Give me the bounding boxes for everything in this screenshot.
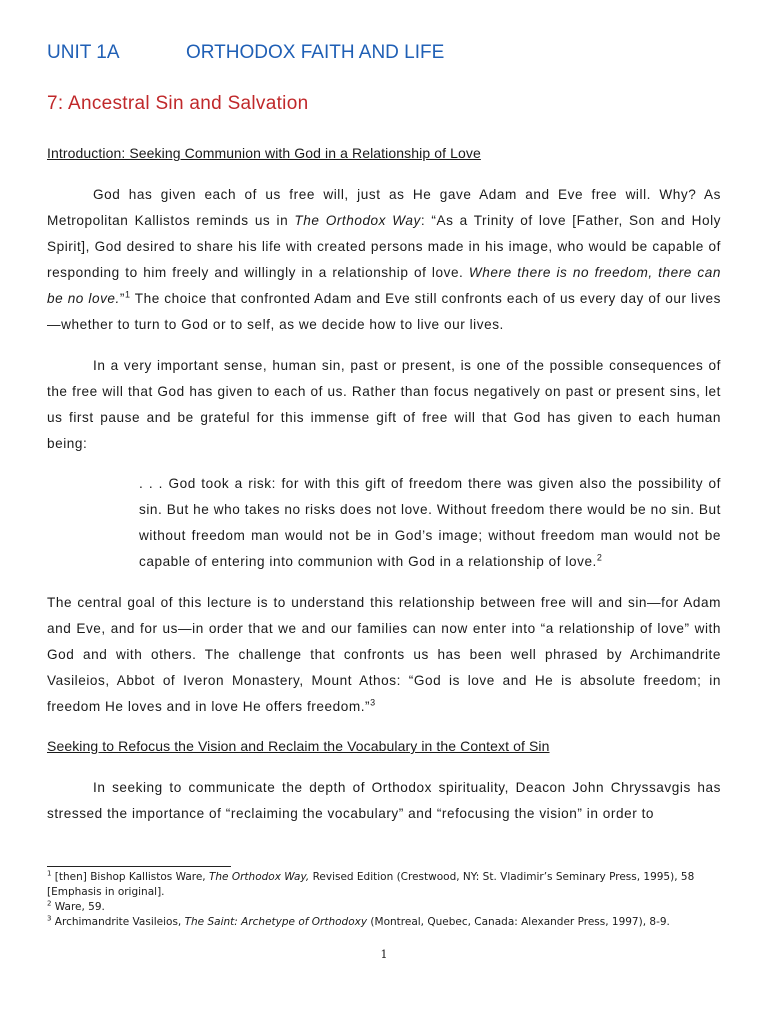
footnote-ref-1: 1 bbox=[124, 289, 131, 300]
footnote-2: $^2$ Ware, 59. bbox=[47, 899, 105, 913]
book-title: The Orthodox Way bbox=[294, 213, 421, 228]
footnotes bbox=[47, 870, 727, 930]
unit-label: UNIT 1A bbox=[47, 42, 120, 63]
intro-paragraph-2: In a very important sense, human sin, past or present, is one of the possible consequences of the free will that God has given to each of us. Rather than focus negatively on past or present sins, let us first pause and be grateful for this immense gift of free will that God has given to each human being: bbox=[47, 358, 721, 451]
lecture-title: 7: Ancestral Sin and Salvation bbox=[47, 93, 309, 114]
footnote-3: $^3$ Archimandrite Vasileios, The Saint: Archetype of Orthodoxy (Montreal, Quebec, Canada: Alexander Press, 1997), 8-9. bbox=[47, 914, 670, 928]
unit-header bbox=[47, 42, 445, 64]
section-2-paragraph-1: In seeking to communicate the depth of Orthodox spirituality, Deacon John Chryssavgis has stressed the importance of “reclaiming the vocabulary” and “refocusing the vision” in order to bbox=[47, 780, 721, 821]
footnote-divider bbox=[47, 866, 231, 867]
footnote-ref-3: 3 bbox=[370, 697, 376, 708]
course-title: ORTHODOX FAITH AND LIFE bbox=[186, 42, 445, 63]
footnote-1: $^1$ [then] Bishop Kallistos Ware, The Orthodox Way, Revised Edition (Crestwood, NY: St. Vladimir’s Seminary Press, 1995), 58 [Emphasis in original]. bbox=[47, 869, 695, 898]
section-2-heading: Seeking to Refocus the Vision and Reclaim the Vocabulary in the Context of Sin bbox=[47, 738, 550, 754]
intro-paragraph-3: The central goal of this lecture is to understand this relationship between free will and sin—for Adam and Eve, and for us—in order that we and our families can now enter into “a relationship of love” with God and with others. The challenge that confronts us has been well phrased by Archimandrite Vasileios, Abbot of Iveron Monastery, Mount Athos: “God is love and He is absolute freedom; in freedom He loves and in love He offers freedom.”$^3$ bbox=[47, 595, 721, 714]
intro-heading: Introduction: Seeking Communion with God in a Relationship of Love bbox=[47, 145, 481, 161]
intro-paragraph-1: God has given each of us free will, just as He gave Adam and Eve free will. Why? As Metropolitan Kallistos reminds us in The Orthodox Way: “As a Trinity of love [Father, Son and Holy Spirit], God desired to share his life with created persons made in his image, who would be capable of responding to him freely and willingly in a relationship of love. Where there is no freedom, there can be no love.”$^1$ The choice that confronted Adam and Eve still confronts each of us every day of our lives—whether to turn to God or to self, as we decide how to live our lives. bbox=[47, 187, 722, 332]
emphasis-text: Where there is no freedom, there can be no love. bbox=[47, 265, 722, 306]
block-quote: . . . God took a risk: for with this gift of freedom there was given also the possibility of sin. But he who takes no risks does not love. Without freedom there would be no sin. But without freedom man would not be in God’s image; without freedom man would not be capable of entering into communion with God in a relationship of love.$^2$ bbox=[139, 476, 721, 569]
footnote-ref-2: 2 bbox=[596, 552, 603, 563]
page-number: 1 bbox=[380, 948, 388, 961]
